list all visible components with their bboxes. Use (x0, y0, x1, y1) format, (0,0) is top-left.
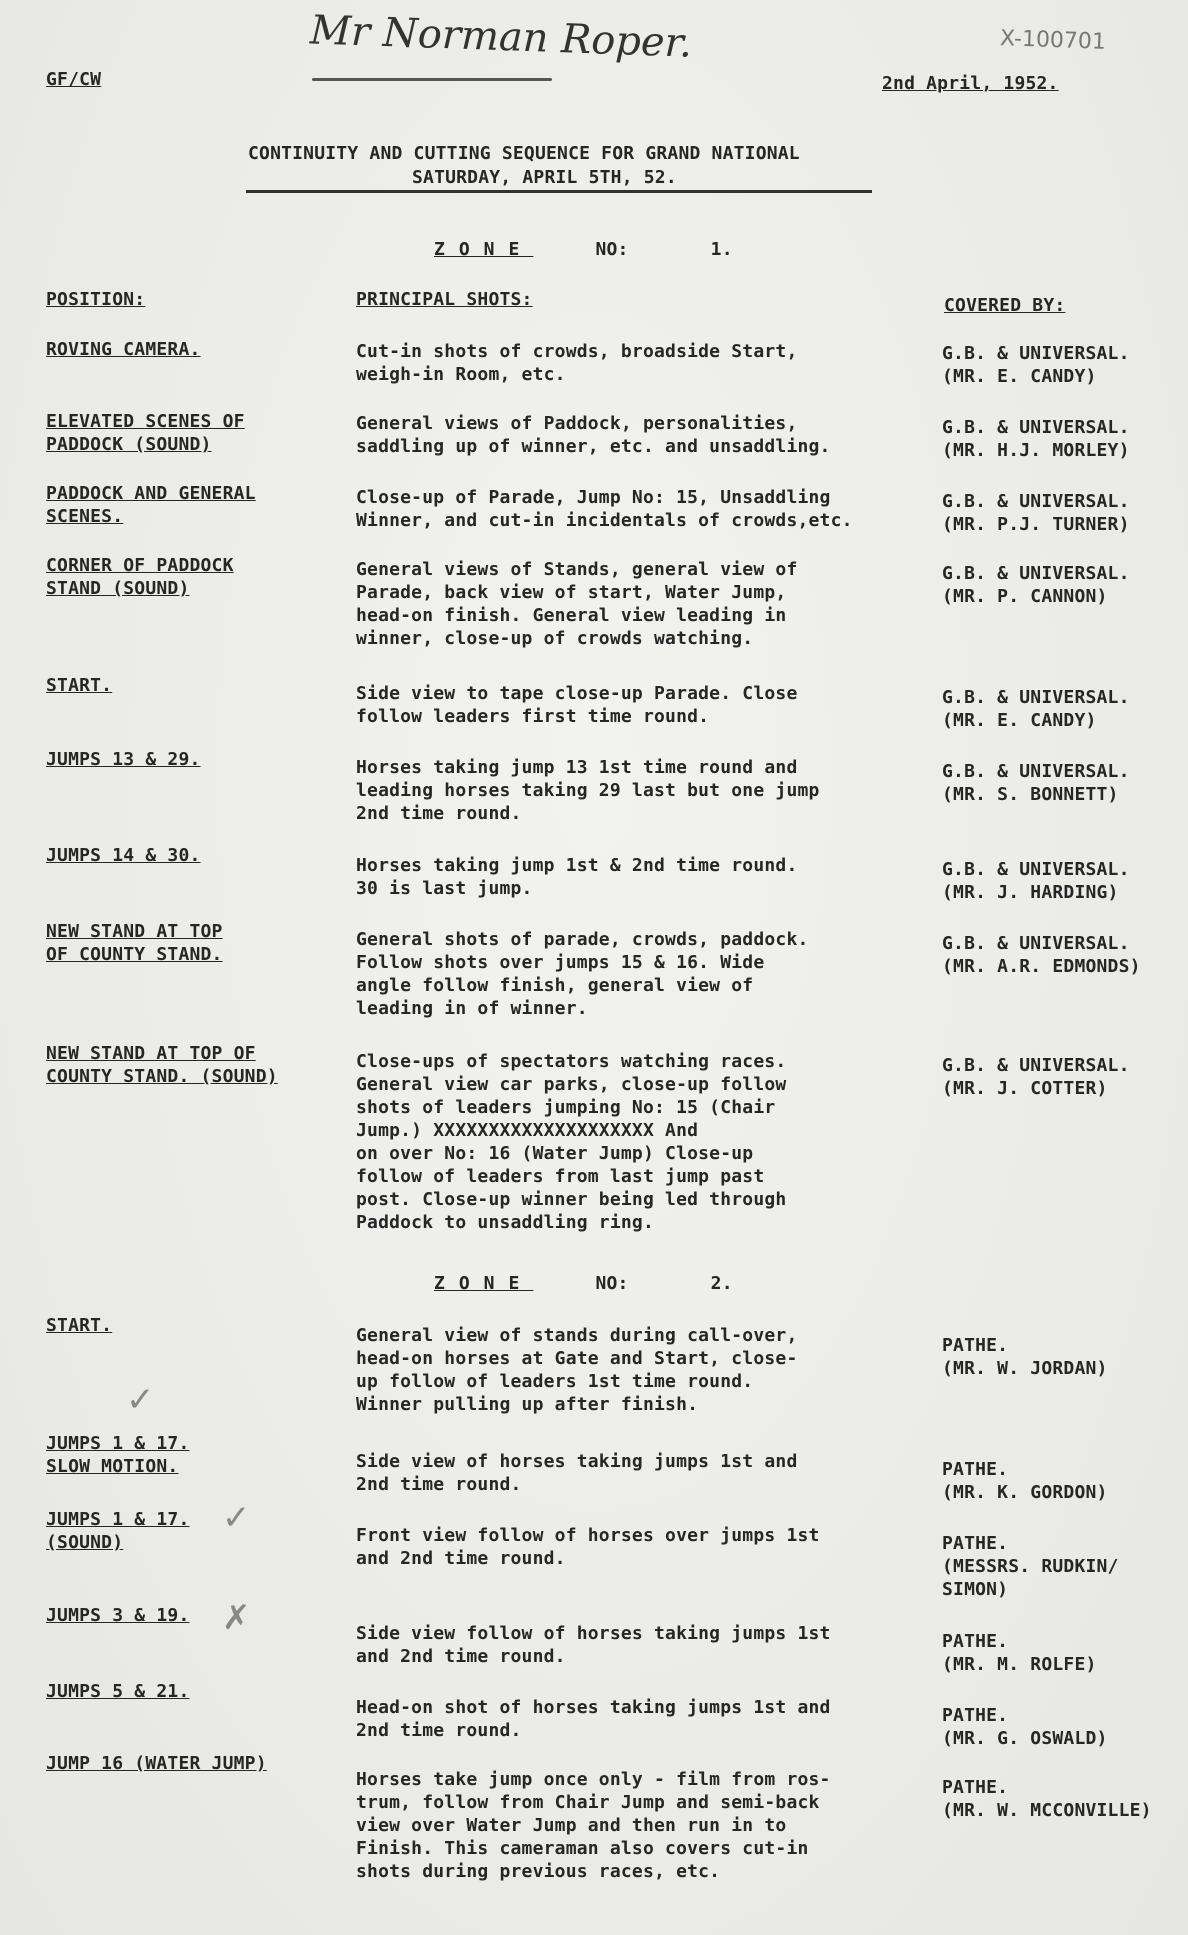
zone2-covered-2: PATHE. (MR. K. GORDON) (942, 1459, 1108, 1503)
zone1-position-6: JUMPS 13 & 29. (46, 749, 201, 770)
zone1-covered-2: G.B. & UNIVERSAL. (MR. H.J. MORLEY) (942, 417, 1130, 461)
zone2-shots-4: Side view follow of horses taking jumps 1st and 2nd time round. (356, 1623, 831, 1667)
zone1-position-2: ELEVATED SCENES OF PADDOCK (SOUND) (46, 411, 245, 455)
document-date: 2nd April, 1952. (882, 73, 1059, 94)
zone2-position-5: JUMPS 5 & 21. (46, 1681, 190, 1702)
zone1-covered-5: G.B. & UNIVERSAL. (MR. E. CANDY) (942, 687, 1130, 731)
column-header-position: POSITION: (46, 289, 146, 310)
zone2-shots-1: General view of stands during call-over, head-on horses at Gate and Start, close- up follow of leaders 1st time round. Winner pulling up after finish. (356, 1325, 798, 1415)
zone1-position-7: JUMPS 14 & 30. (46, 845, 201, 866)
zone-2-heading: ZONE NO: 2. (434, 1273, 733, 1294)
zone1-shots-4: General views of Stands, general view of Parade, back view of start, Water Jump, head-on finish. General view leading in winner, close-up of crowds watching. (356, 559, 798, 649)
zone2-position-4: JUMPS 3 & 19. (46, 1605, 190, 1626)
zone1-position-3: PADDOCK AND GENERAL SCENES. (46, 483, 256, 527)
zone2-shots-5: Head-on shot of horses taking jumps 1st and 2nd time round. (356, 1697, 831, 1741)
zone1-shots-5: Side view to tape close-up Parade. Close follow leaders first time round. (356, 683, 798, 727)
zone1-covered-8: G.B. & UNIVERSAL. (MR. A.R. EDMONDS) (942, 933, 1141, 977)
zone2-shots-3: Front view follow of horses over jumps 1st and 2nd time round. (356, 1525, 820, 1569)
zone2-covered-4: PATHE. (MR. M. ROLFE) (942, 1631, 1097, 1675)
zone1-covered-3: G.B. & UNIVERSAL. (MR. P.J. TURNER) (942, 491, 1130, 535)
archive-number: X-100701 (999, 26, 1107, 55)
zone2-position-1: START. (46, 1315, 113, 1336)
zone1-covered-7: G.B. & UNIVERSAL. (MR. J. HARDING) (942, 859, 1130, 903)
zone1-shots-9: Close-ups of spectators watching races. General view car parks, close-up follow shots of leaders jumping No: 15 (Chair Jump.) XXXXXXXXXXXXXXXXXXXX And on over No: 16 (Water Jump) Close-up follow of leaders from last jump past post. Close-up winner being led through Paddock to unsaddling ring. (356, 1051, 787, 1233)
zone1-shots-1: Cut-in shots of crowds, broadside Start, weigh-in Room, etc. (356, 341, 798, 385)
zone2-covered-3: PATHE. (MESSRS. RUDKIN/ SIMON) (942, 1533, 1119, 1600)
zone2-position-6: JUMP 16 (WATER JUMP) (46, 1753, 267, 1774)
title-underline (246, 190, 872, 193)
zone1-covered-6: G.B. & UNIVERSAL. (MR. S. BONNETT) (942, 761, 1130, 805)
zone2-shots-6: Horses take jump once only - film from ros- trum, follow from Chair Jump and semi-back view over Water Jump and then run in to Finish. This cameraman also covers cut-in shots during previous races, etc. (356, 1769, 831, 1882)
zone1-position-8: NEW STAND AT TOP OF COUNTY STAND. (46, 921, 223, 965)
title-line-2: SATURDAY, APRIL 5TH, 52. (412, 167, 677, 188)
column-header-shots: PRINCIPAL SHOTS: (356, 289, 533, 310)
zone2-covered-5: PATHE. (MR. G. OSWALD) (942, 1705, 1108, 1749)
check-mark-icon: ✓ (222, 1498, 251, 1538)
zone1-shots-3: Close-up of Parade, Jump No: 15, Unsaddling Winner, and cut-in incidentals of crowds,etc. (356, 487, 853, 531)
title-line-1: CONTINUITY AND CUTTING SEQUENCE FOR GRAND NATIONAL (248, 143, 800, 164)
zone1-shots-2: General views of Paddock, personalities, saddling up of winner, etc. and unsaddling. (356, 413, 831, 457)
zone1-position-5: START. (46, 675, 113, 696)
cross-mark-icon: ✗ (222, 1598, 251, 1638)
column-header-covered: COVERED BY: (944, 295, 1066, 316)
zone2-shots-2: Side view of horses taking jumps 1st and 2nd time round. (356, 1451, 798, 1495)
zone1-shots-6: Horses taking jump 13 1st time round and leading horses taking 29 last but one jump 2nd time round. (356, 757, 820, 824)
handwritten-underline (312, 78, 552, 81)
zone1-covered-4: G.B. & UNIVERSAL. (MR. P. CANNON) (942, 563, 1130, 607)
zone1-shots-8: General shots of parade, crowds, paddock. Follow shots over jumps 15 & 16. Wide angle follow finish, general view of leading in of winner. (356, 929, 809, 1019)
zone1-covered-1: G.B. & UNIVERSAL. (MR. E. CANDY) (942, 343, 1130, 387)
zone1-position-4: CORNER OF PADDOCK STAND (SOUND) (46, 555, 234, 599)
zone2-position-2: JUMPS 1 & 17. SLOW MOTION. (46, 1433, 190, 1477)
reference-code: GF/CW (46, 69, 102, 90)
handwritten-name: Mr Norman Roper. (309, 7, 693, 67)
zone1-position-1: ROVING CAMERA. (46, 339, 201, 360)
zone1-position-9: NEW STAND AT TOP OF COUNTY STAND. (SOUND) (46, 1043, 278, 1087)
zone2-position-3: JUMPS 1 & 17. (SOUND) (46, 1509, 190, 1553)
zone2-covered-6: PATHE. (MR. W. MCCONVILLE) (942, 1777, 1152, 1821)
zone2-covered-1: PATHE. (MR. W. JORDAN) (942, 1335, 1108, 1379)
zone1-covered-9: G.B. & UNIVERSAL. (MR. J. COTTER) (942, 1055, 1130, 1099)
zone-1-heading: ZONE NO: 1. (434, 239, 733, 260)
check-mark-icon: ✓ (126, 1380, 155, 1420)
zone1-shots-7: Horses taking jump 1st & 2nd time round. 30 is last jump. (356, 855, 798, 899)
